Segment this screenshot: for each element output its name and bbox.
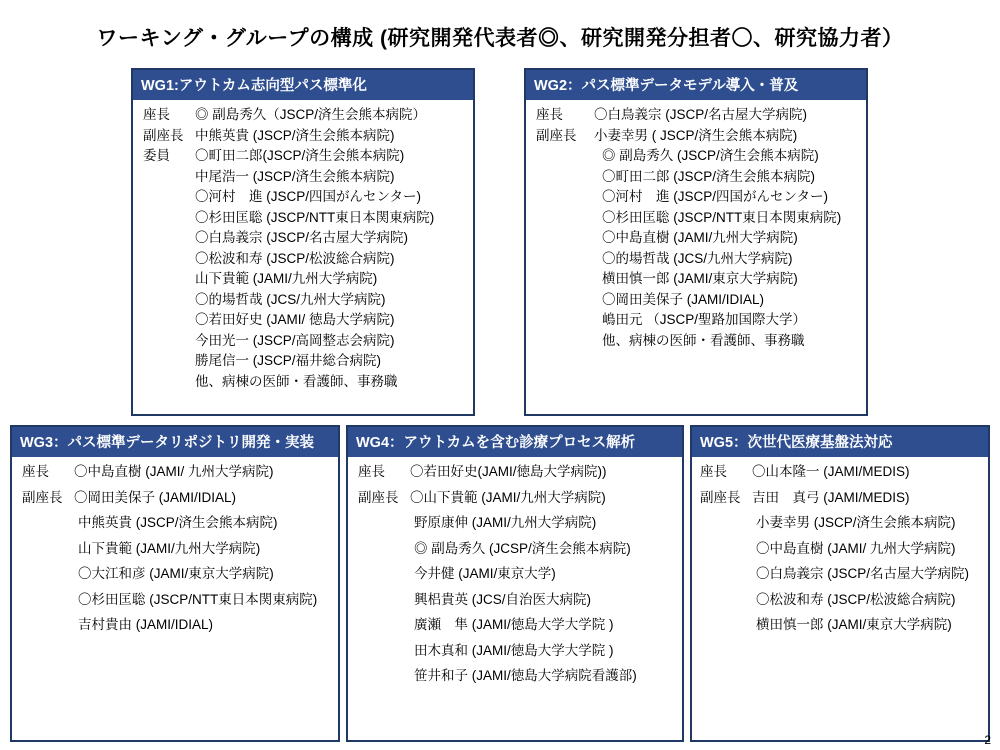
member-row <box>143 334 463 348</box>
member-row <box>536 129 856 143</box>
member-row <box>143 211 463 225</box>
member-name: 横田慎一郎 (JAMI/東京大学病院) <box>602 271 798 286</box>
member-name: ◎ 副島秀久 (JCSP/済生会熊本病院) <box>414 540 631 556</box>
member-row <box>143 272 463 286</box>
member-row <box>536 149 856 163</box>
member-name: 〇河村 進 (JSCP/四国がんセンター) <box>602 189 828 204</box>
member-name: 廣瀬 隼 (JAMI/徳島大学大学院 ) <box>414 617 614 632</box>
member-row <box>536 211 856 225</box>
member-row <box>536 190 856 204</box>
member-row <box>22 542 328 556</box>
member-row <box>358 593 672 607</box>
member-name: 中熊英貴 (JSCP/済生会熊本病院) <box>195 127 395 143</box>
member-name: 〇河村 進 (JSCP/四国がんセンター) <box>195 189 421 204</box>
member-name: 〇若田好史(JAMI/徳島大学病院)) <box>410 464 607 479</box>
member-name: 小妻幸男 (JSCP/済生会熊本病院) <box>756 515 956 530</box>
member-row <box>358 491 672 505</box>
member-role: 座長 <box>22 464 49 479</box>
member-name: 野原康伸 (JAMI/九州大学病院) <box>414 515 597 530</box>
member-row <box>22 567 328 581</box>
member-name: 興梠貴英 (JCS/自治医大病院) <box>414 591 591 607</box>
panel-wg3 <box>10 425 340 742</box>
member-row <box>22 516 328 530</box>
member-name: ◎ 副島秀久（JSCP/済生会熊本病院） <box>195 107 427 122</box>
member-row <box>143 231 463 245</box>
member-name: 山下貴範 (JAMI/九州大学病院) <box>195 271 378 286</box>
member-row <box>700 542 978 556</box>
member-row <box>22 593 328 607</box>
member-name: 〇白鳥義宗 (JSCP/名古屋大学病院) <box>594 107 808 122</box>
page-number: 2 <box>984 733 991 747</box>
panel-wg5-body <box>692 457 988 648</box>
member-role: 副座長 <box>536 127 577 143</box>
panel-wg3-body <box>12 457 338 648</box>
member-row <box>536 231 856 245</box>
member-row <box>143 375 463 389</box>
member-name: 〇大江和彦 (JAMI/東京大学病院) <box>78 566 274 581</box>
member-row <box>536 170 856 184</box>
member-row <box>700 465 978 479</box>
member-role: 副座長 <box>143 127 184 143</box>
member-role: 座長 <box>700 464 727 479</box>
member-name: 〇的場哲哉 (JCS/九州大学病院) <box>195 291 386 307</box>
member-name: 〇町田二郎 (JSCP/済生会熊本病院) <box>602 168 816 184</box>
member-name: 〇町田二郎(JSCP/済生会熊本病院) <box>195 148 405 163</box>
member-row <box>358 669 672 683</box>
member-row <box>700 516 978 530</box>
page-title: ワーキング・グループの構成 (研究開発代表者◎、研究開発分担者〇、研究協力者） <box>96 27 904 50</box>
member-row <box>700 491 978 505</box>
member-name: 中尾浩一 (JSCP/済生会熊本病院) <box>195 168 395 184</box>
member-row <box>700 567 978 581</box>
panel-wg1-header: WG1:アウトカム志向型パス標準化 <box>133 70 473 100</box>
member-name: 〇若田好史 (JAMI/ 徳島大学病院) <box>195 312 395 327</box>
member-row <box>536 293 856 307</box>
member-row <box>358 516 672 530</box>
member-row <box>536 313 856 327</box>
member-row <box>143 170 463 184</box>
member-name: 〇白鳥義宗 (JSCP/名古屋大学病院) <box>756 566 970 581</box>
member-row <box>358 542 672 556</box>
member-name: 〇杉田匡聡 (JSCP/NTT東日本関東病院) <box>195 209 435 225</box>
panel-wg1 <box>131 68 475 416</box>
member-row <box>700 618 978 632</box>
member-role: 副座長 <box>358 489 399 505</box>
member-row <box>22 465 328 479</box>
member-row <box>143 149 463 163</box>
member-name: 〇杉田匡聡 (JSCP/NTT東日本関東病院) <box>602 209 842 225</box>
member-name: 〇的場哲哉 (JCS/九州大学病院) <box>602 250 793 266</box>
panel-wg2-body <box>526 100 866 358</box>
panel-wg4 <box>346 425 684 742</box>
member-row <box>143 108 463 122</box>
member-role: 副座長 <box>700 489 741 505</box>
member-row <box>143 129 463 143</box>
member-row <box>358 567 672 581</box>
panel-wg4-body <box>348 457 682 699</box>
panel-wg5-header: WG5：次世代医療基盤法対応 <box>692 427 988 457</box>
member-name: 今井健 (JAMI/東京大学) <box>414 566 556 581</box>
member-name: 小妻幸男 ( JSCP/済生会熊本病院) <box>594 127 798 143</box>
member-name: 〇白鳥義宗 (JSCP/名古屋大学病院) <box>195 230 409 245</box>
member-name: 〇中島直樹 (JAMI/九州大学病院) <box>602 230 798 245</box>
member-name: 今田光一 (JSCP/高岡整志会病院) <box>195 332 395 348</box>
member-row <box>143 252 463 266</box>
member-name: 山下貴範 (JAMI/九州大学病院) <box>78 540 261 556</box>
member-name: 〇山下貴範 (JAMI/九州大学病院) <box>410 489 606 505</box>
member-row <box>22 618 328 632</box>
member-name: 吉村貴由 (JAMI/IDIAL) <box>78 617 214 632</box>
member-row <box>358 618 672 632</box>
member-row <box>536 272 856 286</box>
member-row <box>536 108 856 122</box>
member-role: 座長 <box>358 464 385 479</box>
member-name: 中熊英貴 (JSCP/済生会熊本病院) <box>78 515 278 530</box>
member-name: 〇山本隆一 (JAMI/MEDIS) <box>752 464 910 479</box>
member-name: 田木真和 (JAMI/徳島大学大学院 ) <box>414 642 614 658</box>
member-name: 〇中島直樹 (JAMI/ 九州大学病院) <box>756 540 956 556</box>
member-name: 嶋田元 （JSCP/聖路加国際大学） <box>602 312 807 327</box>
member-role: 座長 <box>143 107 170 122</box>
member-role: 座長 <box>536 107 563 122</box>
member-row <box>700 593 978 607</box>
member-row <box>143 293 463 307</box>
member-name: 他、病棟の医師・看護師、事務職 <box>195 373 398 389</box>
member-name: 〇中島直樹 (JAMI/ 九州大学病院) <box>74 464 274 479</box>
member-row <box>143 190 463 204</box>
member-name: 〇岡田美保子 (JAMI/IDIAL) <box>602 291 765 307</box>
member-name: 勝尾信一 (JSCP/福井総合病院) <box>195 353 382 368</box>
member-row <box>143 354 463 368</box>
member-name: 横田慎一郎 (JAMI/東京大学病院) <box>756 617 952 632</box>
panel-wg2 <box>524 68 868 416</box>
member-name: 〇松波和寿 (JSCP/松波総合病院) <box>195 250 395 266</box>
panel-wg5 <box>690 425 990 742</box>
member-role: 副座長 <box>22 489 63 505</box>
member-name: 笹井和子 (JAMI/徳島大学病院看護部) <box>414 668 637 683</box>
member-name: ◎ 副島秀久 (JSCP/済生会熊本病院) <box>602 148 819 163</box>
member-row <box>358 465 672 479</box>
member-name: 他、病棟の医師・看護師、事務職 <box>602 332 805 348</box>
member-name: 吉田 真弓 (JAMI/MEDIS) <box>752 489 910 505</box>
member-role: 委員 <box>143 148 170 163</box>
member-name: 〇岡田美保子 (JAMI/IDIAL) <box>74 489 237 505</box>
panel-wg4-header: WG4：アウトカムを含む診療プロセス解析 <box>348 427 682 457</box>
panel-wg1-body <box>133 100 473 399</box>
member-row <box>536 252 856 266</box>
panel-wg2-header: WG2：パス標準データモデル導入・普及 <box>526 70 866 100</box>
member-name: 〇松波和寿 (JSCP/松波総合病院) <box>756 591 956 607</box>
member-row <box>22 491 328 505</box>
member-row <box>143 313 463 327</box>
member-row <box>358 644 672 658</box>
member-row <box>536 334 856 348</box>
panel-wg3-header: WG3：パス標準データリポジトリ開発・実装 <box>12 427 338 457</box>
member-name: 〇杉田匡聡 (JSCP/NTT東日本関東病院) <box>78 591 318 607</box>
